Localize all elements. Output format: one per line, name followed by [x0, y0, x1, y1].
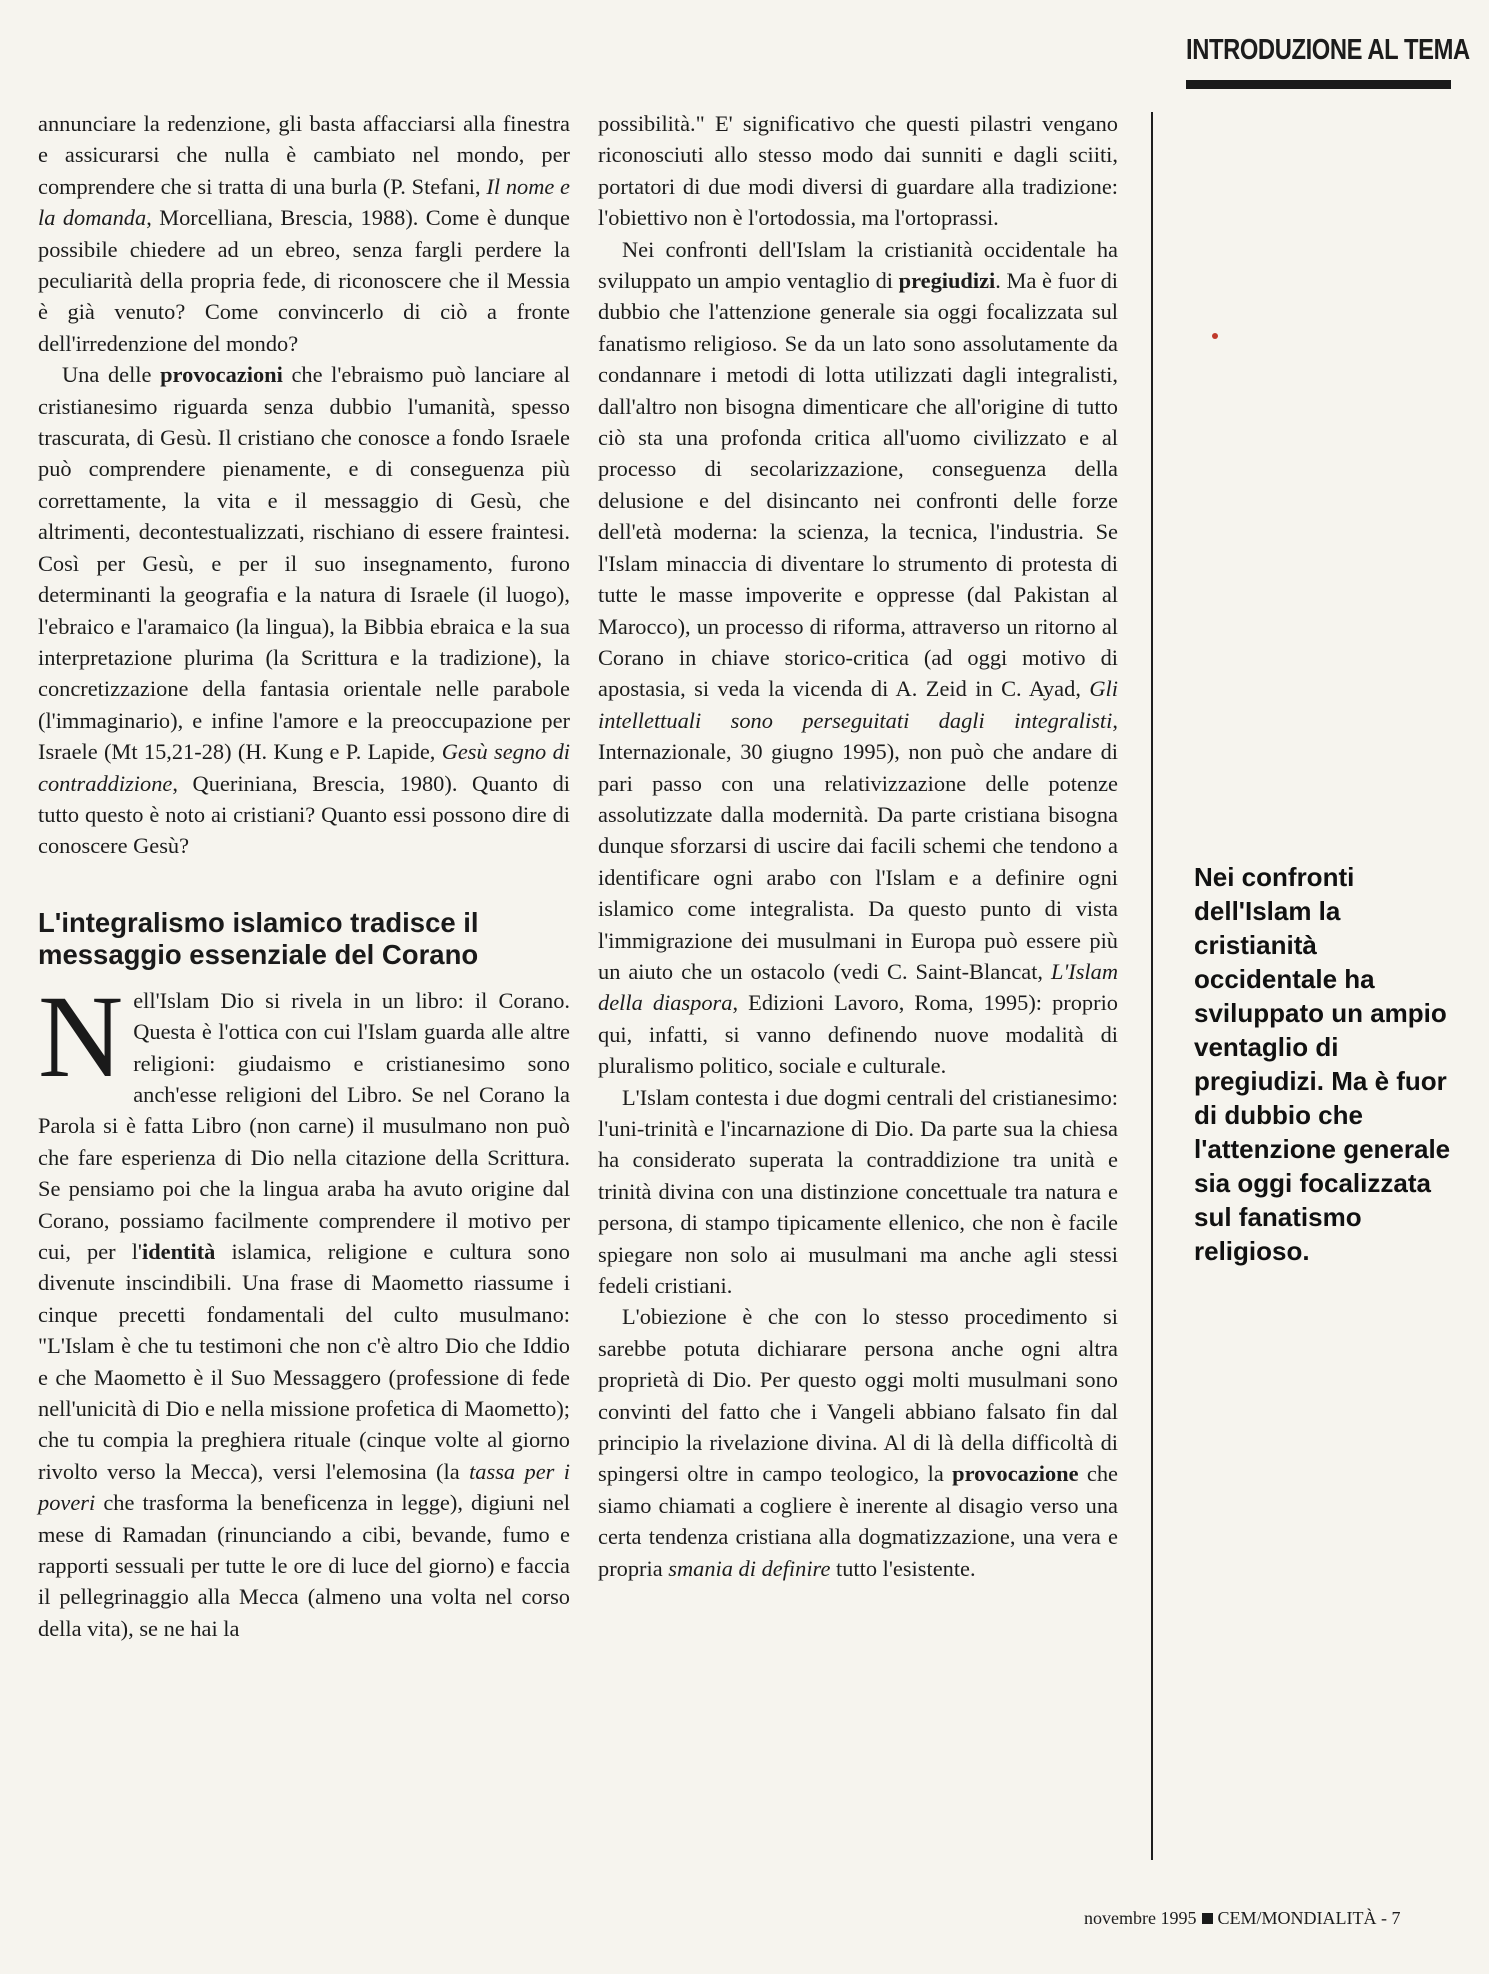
section-heading: L'integralismo islamico tradisce il messaggio essenziale del Corano — [38, 906, 479, 970]
paragraph: Una delle provocazioni che l'ebraismo può lanciare al cristianesimo riguarda senza dubbio l'umanità, spesso trascurata, di Gesù. Il cristiano che conosce a fondo Israele può comprendere pienamente, e di conseguenza più correttamente, la vita e il messaggio di Gesù, che altrimenti, decontestualizzati, rischiano di essere fraintesi. Così per Gesù, e per il suo insegnamento, furono determinanti la geografia e la natura di Israele (il luogo), l'ebraico e l'aramaico (la lingua), la Bibbia ebraica e la sua interpretazione plurima (la Scrittura e la tradizione), la concretizzazione della fantasia orientale nelle parabole (l'immaginario), e infine l'amore e la preoccupazione per Israele (Mt 15,21-28) (H. Kung e P. Lapide, Gesù segno di contraddizione, Queriniana, Brescia, 1980). Quanto di tutto questo è noto ai cristiani? Quanto essi possono dire di conoscere Gesù? — [38, 362, 570, 859]
section-header-bar — [1186, 80, 1451, 89]
footer-date: novembre 1995 — [1084, 1908, 1197, 1928]
paragraph: possibilità." E' significativo che questi pilastri vengano riconosciuti allo stesso modo dai sunniti e dagli sciiti, portatori di due modi diversi di guardare alla tradizione: l'obiettivo non è l'ortodossia, ma l'ortoprassi. — [598, 111, 1118, 231]
keyword-pregiudizi: pregiudizi — [898, 268, 996, 294]
paragraph: annunciare la redenzione, gli basta affacciarsi alla finestra e assicurarsi che nulla è cambiato nel mondo, per comprendere che si tratta di una burla (P. Stefani, Il nome e la domanda, Morcelliana, Brescia, 1988). Come è dunque possibile chiedere ad un ebreo, senza fargli perdere la peculiarità della propria fede, di riconoscere che il Messia è già venuto? Come convincerlo di ciò a fronte dell'irredenzione del mondo? — [38, 111, 570, 356]
keyword-provocazioni: provocazioni — [160, 362, 283, 388]
section-header: INTRODUZIONE AL TEMA — [1186, 34, 1470, 66]
decorative-dot — [1212, 333, 1218, 339]
paragraph: Nei confronti dell'Islam la cristianità occidentale ha sviluppato un ampio ventaglio di pregiudizi. Ma è fuor di dubbio che l'attenzione generale sia oggi focalizzata sul fanatismo religioso. Se da un lato sono assolutamente da condannare i metodi di lotta utilizzati dagli integralisti, dall'altro non bisogna dimenticare che all'origine di tutto ciò sta una profonda critica all'uomo civilizzato e al processo di secolarizzazione, conseguenza della delusione e del disincanto nei confronti delle forze dell'età moderna: la scienza, la tecnica, l'industria. Se l'Islam minaccia di diventare lo strumento di protesta di tutte le masse impoverite e oppresse (dal Pakistan al Marocco), un processo di riforma, attraverso un ritorno al Corano in chiave storico-critica (ad oggi motivo di apostasia, si veda la vicenda di A. Zeid in C. Ayad, Gli intellettuali sono perseguitati dagli integralisti, Internazionale, 30 giugno 1995), non può che andare di pari passo con una relativizzazione delle potenze assolutizzate dalla modernità. Da parte cristiana bisogna dunque sforzarsi di uscire dai facili schemi che tendono a identificare ogni arabo con l'Islam e a definire ogni islamico come integralista. Da questo punto di vista l'immigrazione dei musulmani in Europa può essere più un aiuto che un ostacolo (vedi C. Saint-Blancat, L'Islam della diaspora, Edizioni Lavoro, Roma, 1995): proprio qui, infatti, si vanno definendo nuove modalità di pluralismo politico, sociale e culturale. — [598, 236, 1118, 1079]
article-column-2 — [598, 108, 1118, 1584]
paragraph: L'obiezione è che con lo stesso procedimento si sarebbe potuta dichiarare persona anche ogni altra proprietà di Dio. Per questo oggi molti musulmani sono convinti del fatto che i Vangeli abbiano falsato fin dal principio la rivelazione divina. Al di là della difficoltà di spingersi oltre in campo teologico, la provocazione che siamo chiamati a cogliere è inerente al disagio verso una certa tendenza cristiana alla dogmatizzazione, una vera e propria smania di definire tutto l'esistente. — [598, 1304, 1118, 1581]
paragraph-dropcap: Nell'Islam Dio si rivela in un libro: il Corano. Questa è l'ottica con cui l'Islam guarda alle altre religioni: giudaismo e cristianesimo sono anch'esse religioni del Libro. Se nel Corano la Parola si è fatta Libro (non carne) il musulmano non può che fare esperienza di Dio nella citazione della Scrittura. Se pensiamo poi che la lingua araba ha avuto origine dal Corano, possiamo facilmente comprendere il motivo per cui, per l'identità islamica, religione e cultura sono divenute inscindibili. Una frase di Maometto riassume i cinque precetti fondamentali del culto musulmano: "L'Islam è che tu testimoni che non c'è altro Dio che Iddio e che Maometto è il Suo Messaggero (professione di fede nell'unicità di Dio e nella missione profetica di Maometto); che tu compia la preghiera rituale (cinque volte al giorno rivolto verso la Mecca), versi l'elemosina (la tassa per i poveri che trasforma la beneficenza in legge), digiuni nel mese di Ramadan (rinunciando a cibi, bevande, fumo e rapporti sessuali per tutte le ore di luce del giorno) e faccia il pellegrinaggio alla Mecca (almeno una volta nel corso della vita), se ne hai la — [38, 970, 570, 1641]
page-footer — [1084, 1908, 1400, 1929]
paragraph: L'Islam contesta i due dogmi centrali del cristianesimo: l'uni-trinità e l'incarnazione di Dio. Da parte sua la chiesa ha considerato superata la contraddizione tra unità e trinità divina con una distinzione concettuale tra natura e persona, di stampo tipicamente ellenico, che non è facile spiegare non solo ai musulmani ma anche agli stessi fedeli cristiani. — [598, 1084, 1118, 1299]
footer-magazine: CEM/MONDIALITÀ - 7 — [1217, 1908, 1401, 1928]
square-bullet-icon — [1202, 1913, 1213, 1924]
article-column-1 — [38, 108, 570, 1644]
pull-quote: Nei confronti dell'Islam la cristianità occidentale ha sviluppato un ampio ventaglio di pregiudizi. Ma è fuor di dubbio che l'attenzione generale sia oggi focalizzata sul fanatismo religioso. — [1194, 862, 1451, 1266]
keyword-provocazione: provocazione — [952, 1461, 1079, 1487]
column-divider — [1151, 112, 1153, 1860]
drop-cap: N — [38, 970, 124, 1102]
keyword-identita: identità — [141, 1239, 216, 1264]
